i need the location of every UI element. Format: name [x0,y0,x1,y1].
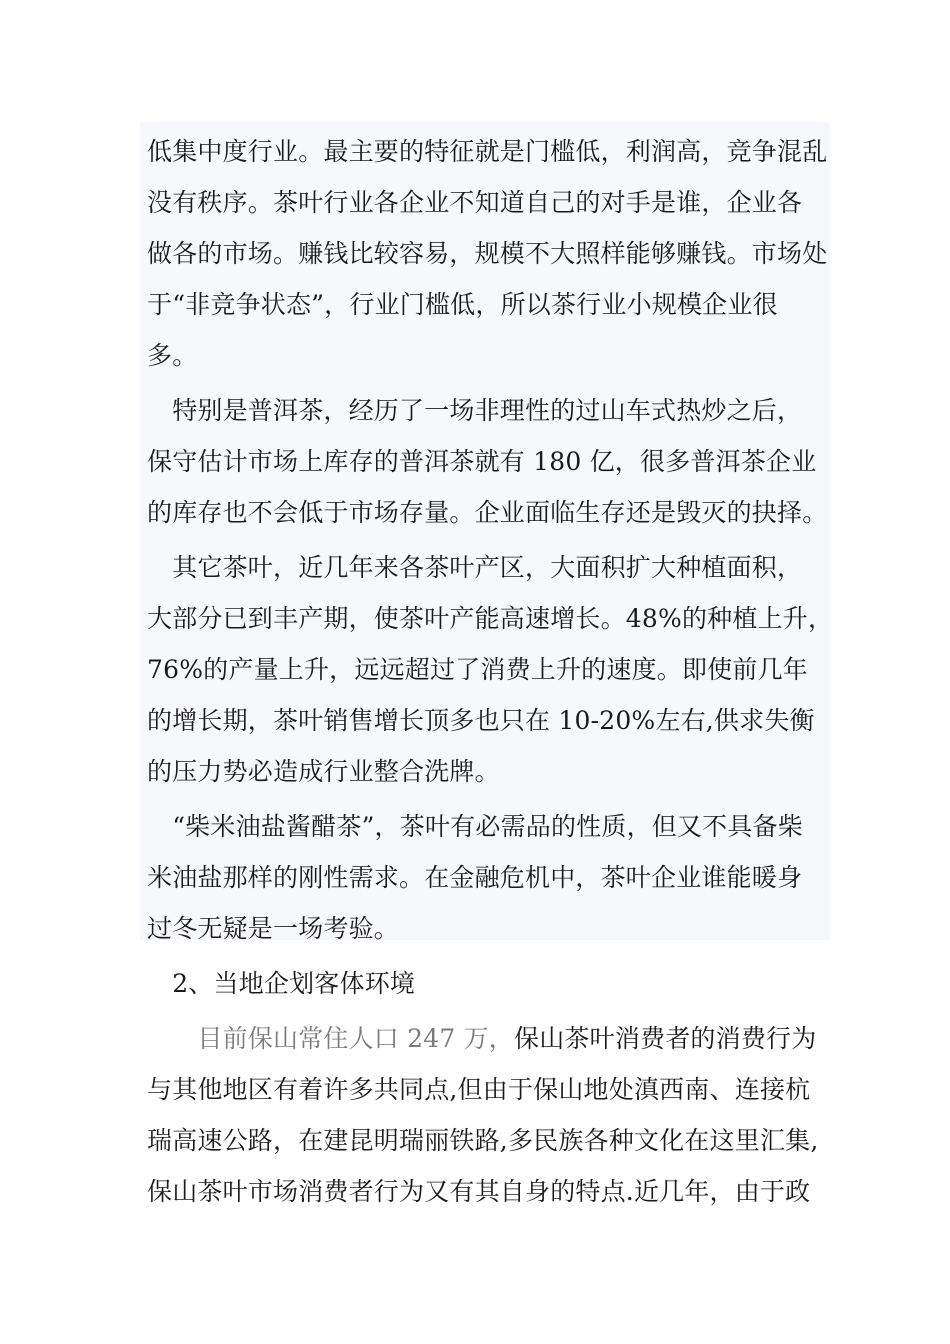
paragraph-1 [147,126,827,381]
paragraph-3 [147,542,834,797]
text-line: 没有秩序。茶叶行业各企业不知道自己的对手是谁，企业各 [147,188,803,217]
paragraph-2 [147,385,827,538]
text-line: 76%的产量上升，远远超过了消费上升的速度。即使前几年 [147,655,808,684]
text-line: 做各的市场。赚钱比较容易，规模不大照样能够赚钱。市场处 [147,239,828,268]
text-line: 的库存也不会低于市场存量。企业面临生存还是毁灭的抉择。 [147,498,828,527]
text-run: 保山茶叶消费者的消费行为 [514,1024,817,1053]
text-line: 过冬无疑是一场考验。 [147,914,400,943]
text-line [147,1013,827,1064]
section-paragraph [147,1013,827,1217]
text-line: 于“非竞争状态”，行业门槛低，所以茶行业小规模企业很 [147,290,778,319]
text-line: “柴米油盐酱醋茶”，茶叶有必需品的性质，但又不具备柴 [147,812,803,841]
text-line: 的增长期，茶叶销售增长顶多也只在 10-20%左右,供求失衡 [147,706,815,735]
text-line: 多。 [147,341,198,370]
text-line: 大部分已到丰产期，使茶叶产能高速增长。48%的种植上升， [147,604,834,633]
gray-text-run: 目前保山常住人口 247 万， [147,1024,515,1053]
text-line: 低集中度行业。最主要的特征就是门槛低，利润高，竞争混乱 [147,137,828,166]
text-line: 米油盐那样的刚性需求。在金融危机中，茶叶企业谁能暖身 [147,863,803,892]
text-line: 的压力势必造成行业整合洗牌。 [147,757,500,786]
text-line: 其它茶叶，近几年来各茶叶产区，大面积扩大种植面积， [147,553,803,582]
text-line: 保山茶叶市场消费者行为又有其自身的特点.近几年，由于政 [147,1177,811,1206]
text-line: 保守估计市场上库存的普洱茶就有 180 亿，很多普洱茶企业 [147,447,817,476]
text-line: 与其他地区有着许多共同点,但由于保山地处滇西南、连接杭 [147,1075,811,1104]
paragraph-4 [147,801,827,954]
text-line: 瑞高速公路，在建昆明瑞丽铁路,多民族各种文化在这里汇集, [147,1126,819,1155]
section-heading: 2、当地企划客体环境 [147,969,416,998]
text-line: 特别是普洱茶，经历了一场非理性的过山车式热炒之后， [147,396,803,425]
body-text [147,126,834,1217]
